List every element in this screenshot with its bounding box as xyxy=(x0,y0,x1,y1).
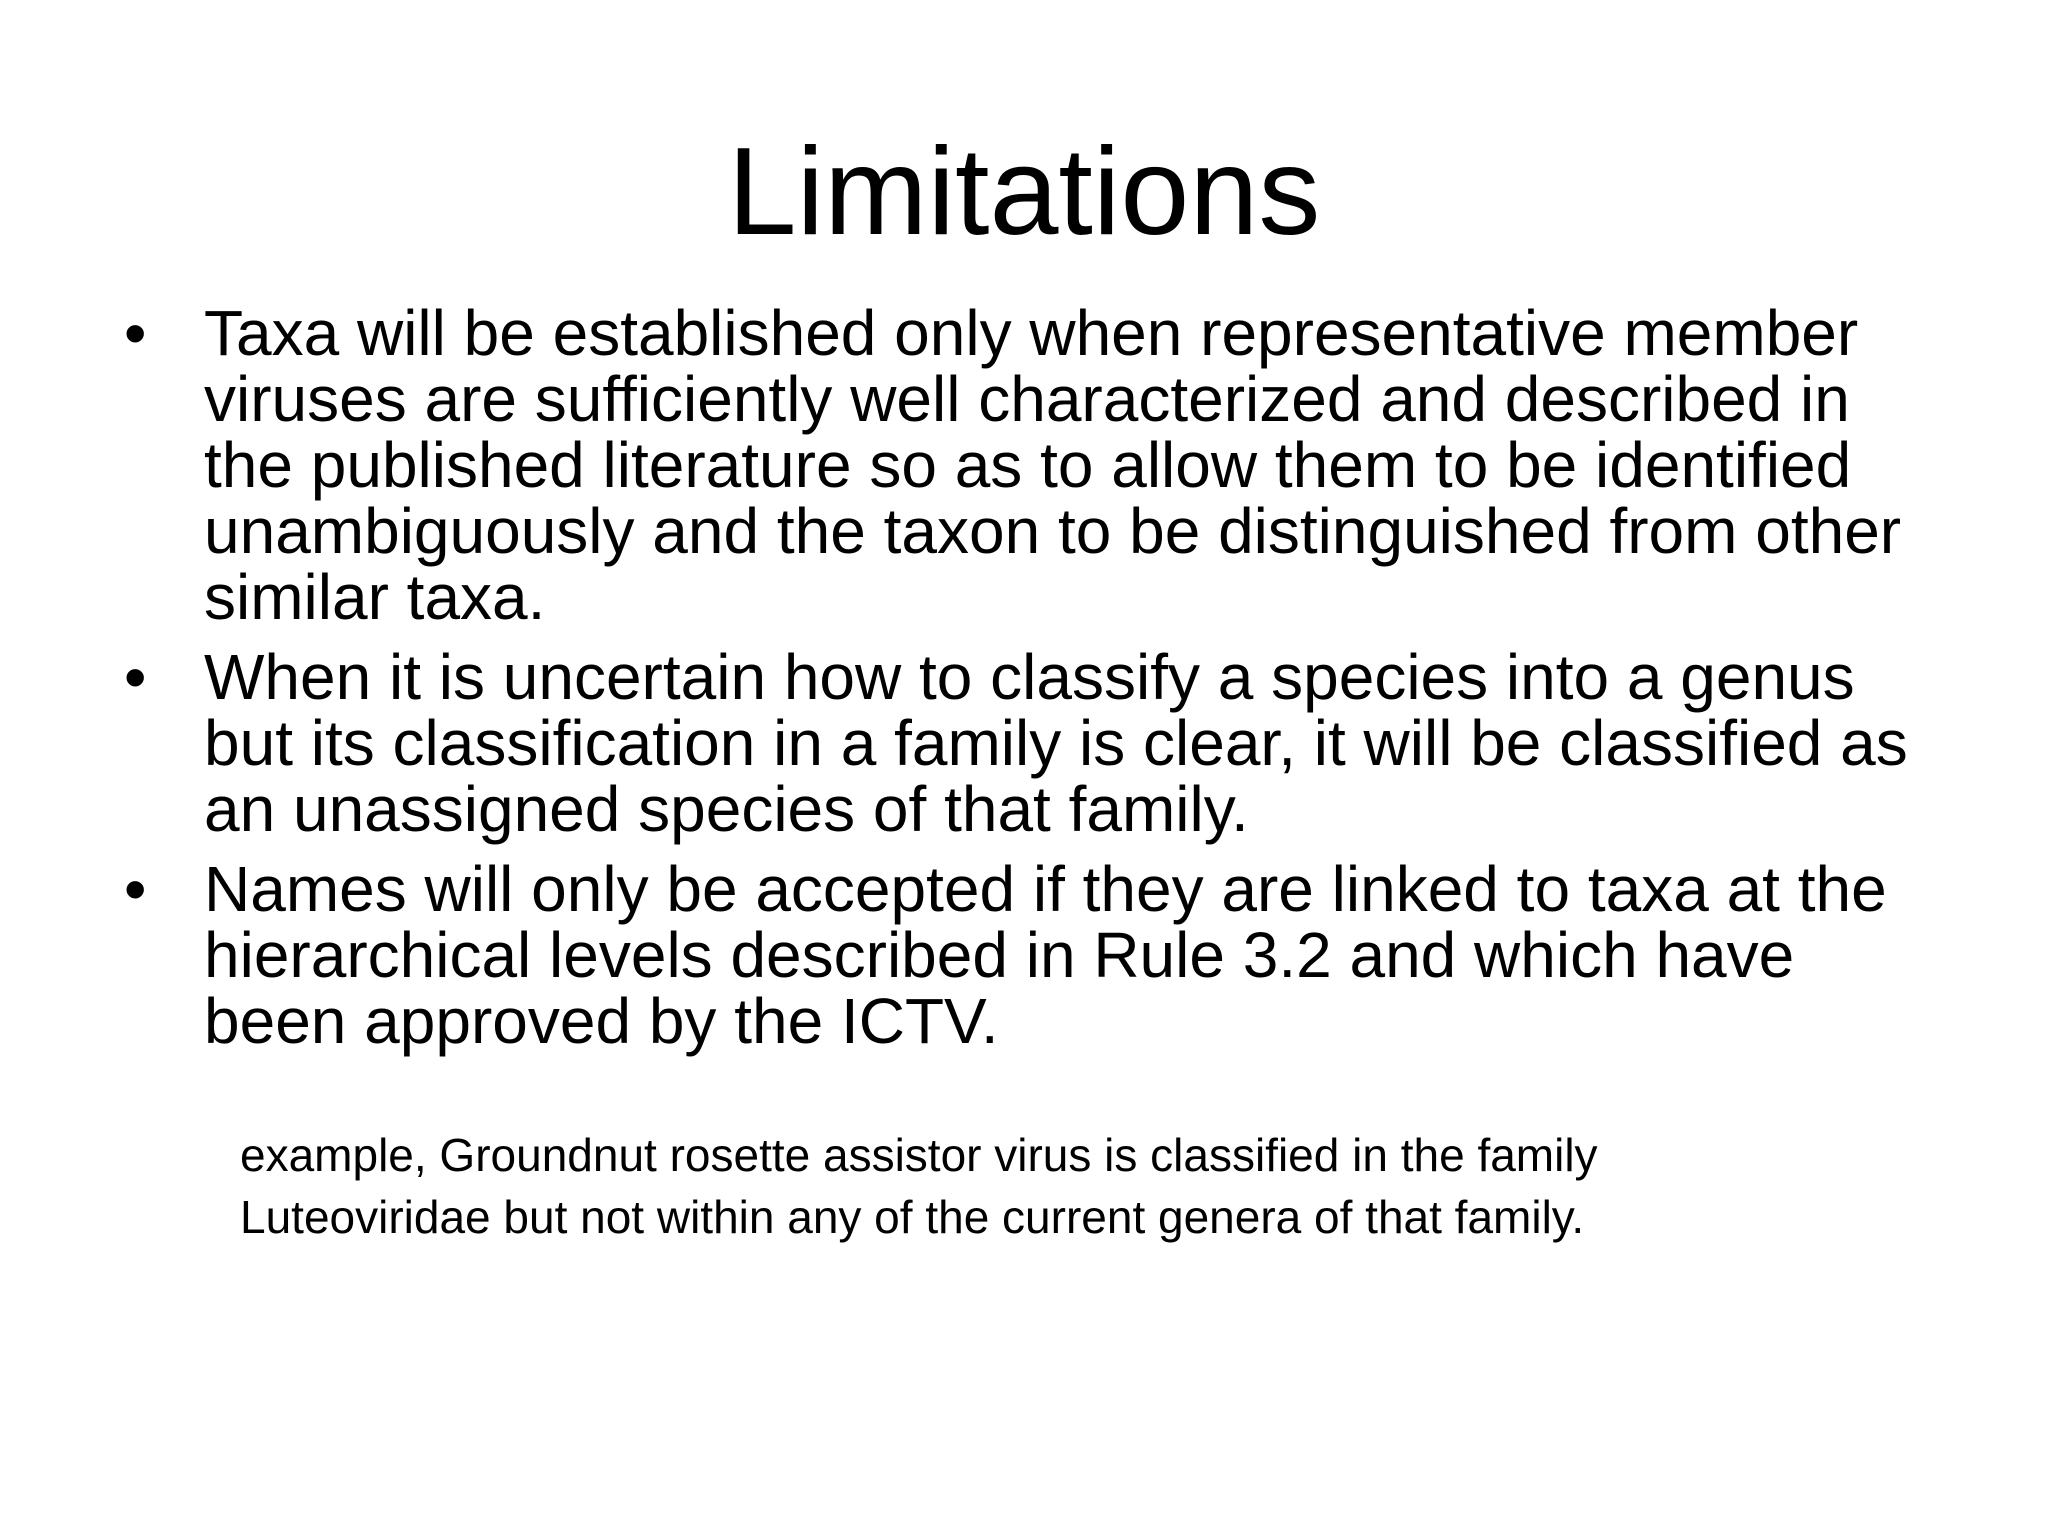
bullet-text: Taxa will be established only when representative member viruses are sufficiently well characterized and described in the published literature so as to allow them to be identified unambiguously and the taxon to be distinguished from other similar taxa. xyxy=(204,297,1902,633)
bullet-marker: • xyxy=(124,853,147,925)
slide-title: Limitations xyxy=(727,123,1321,261)
bullet-text: Names will only be accepted if they are linked to taxa at the hierarchical levels described in Rule 3.2 and which have been approved by the ICTV. xyxy=(204,853,1887,1057)
example-note: example, Groundnut rosette assistor virus is classified in the family Luteoviridae but not within any of the current genera of that family. xyxy=(240,1129,1598,1243)
bullet-item-accepted-names xyxy=(116,853,1946,1057)
bullet-item-unassigned-species xyxy=(116,641,1946,845)
bullet-item-established-taxa xyxy=(116,297,1946,633)
bullet-marker: • xyxy=(124,297,147,369)
bullet-text: When it is uncertain how to classify a species into a genus but its classification in a family is clear, it will be classified as an unassigned species of that family. xyxy=(204,641,1908,845)
bullet-list xyxy=(116,297,1946,1068)
bullet-marker: • xyxy=(124,641,147,713)
